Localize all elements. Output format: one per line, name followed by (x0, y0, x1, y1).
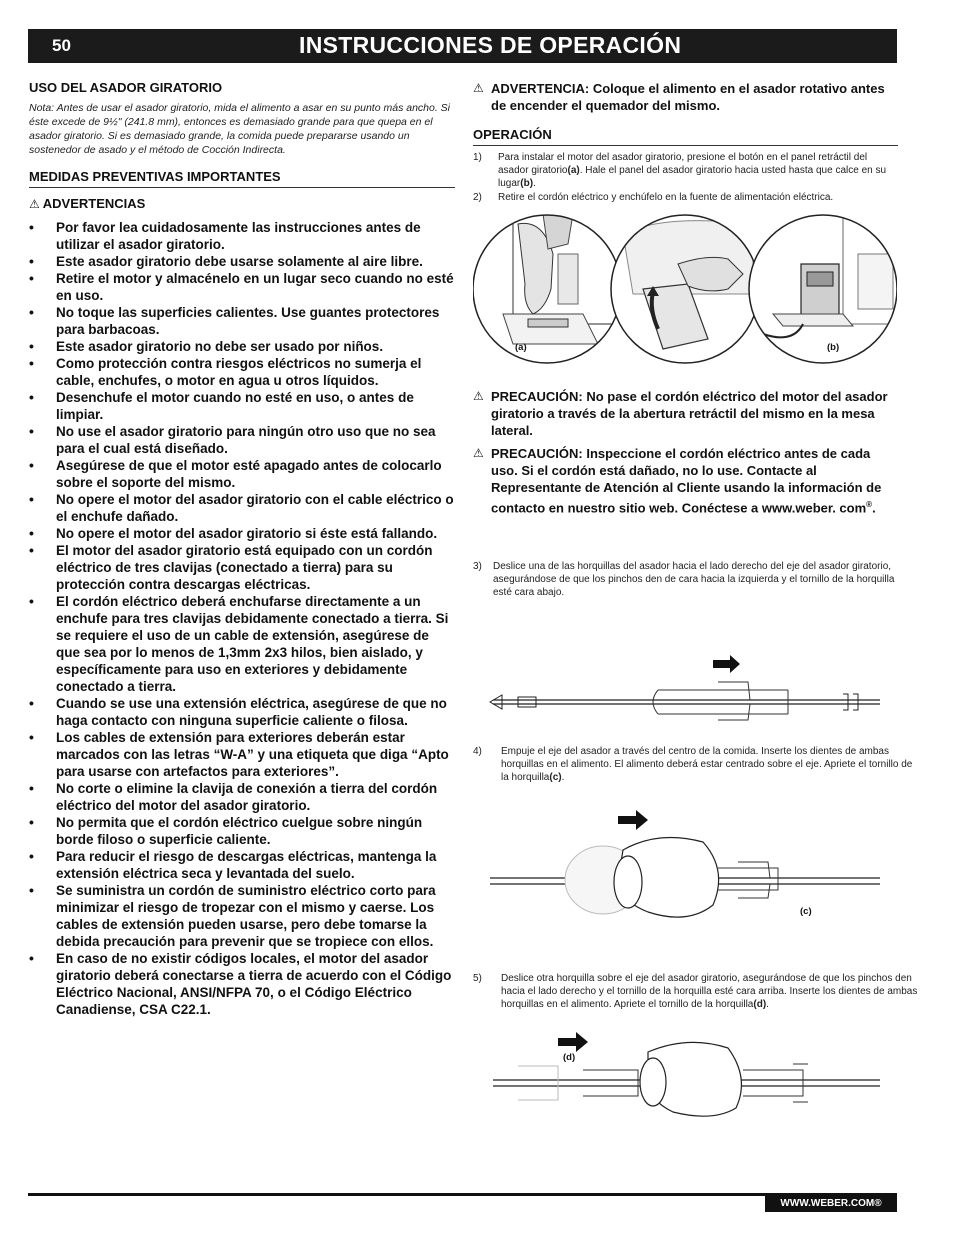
advertencias-title: ADVERTENCIAS (42, 196, 146, 211)
precaucion-1-text: PRECAUCIÓN: No pase el cordón eléctrico del motor del asador giratorio a través de la abertura retráctil del mismo en la mesa lateral. (491, 389, 888, 438)
step-1 (473, 151, 898, 190)
precaucion-2-text: PRECAUCIÓN: Inspeccione el cordón eléctrico antes de cada uso. Si el cordón está dañado, no lo use. Contacte al Representante de Atención al Cliente usando la información de contacto en nuestro sitio web. Conéctese a www.weber. com (491, 446, 882, 516)
operacion-title: OPERACIÓN (473, 127, 898, 146)
step-5 (473, 972, 921, 1011)
advertencia-text: ADVERTENCIA: Coloque el alimento en el asador rotativo antes de encender el quemador del mismo. (491, 81, 885, 113)
step-text: Retire el cordón eléctrico y enchúfelo en la fuente de alimentación eléctrica. (498, 192, 834, 203)
step-text: Deslice otra horquilla sobre el eje del asador giratorio, asegurándose de que los pinchos den hacia el lado derecho y el tornillo de la horquilla esté cara arriba. Inserte los dientes de ambas horquillas en el alimento. Apriete el tornillo de la horquilla (501, 973, 918, 1010)
step-4 (473, 745, 921, 784)
step-text: Empuje el eje del asador a través del centro de la comida. Inserte los dientes de ambas horquillas en el alimento. El alimento deberá estar centrado sobre el eje. Apriete el tornillo de la horquilla (501, 746, 913, 783)
list-item: • Retire el motor y almacénelo en un lugar seco cuando no esté en uso. (29, 270, 455, 304)
list-item: • No opere el motor del asador giratorio si éste está fallando. (29, 525, 455, 542)
list-item: • No use el asador giratorio para ningún otro uso que no sea para el cual está diseñado. (29, 423, 455, 457)
list-item: • No permita que el cordón eléctrico cuelgue sobre ningún borde filoso o superficie caliente. (29, 814, 455, 848)
step-number: 3) (473, 561, 482, 572)
warning-triangle-icon: ⚠ (473, 446, 484, 460)
figure-ref: (d) (753, 999, 767, 1010)
step-2 (473, 191, 898, 204)
list-item: • Como protección contra riesgos eléctricos no sumerja el cable, enchufes, o motor en agua u otros líquidos. (29, 355, 455, 389)
step-3 (473, 560, 913, 599)
spit-fork-figure (488, 650, 883, 725)
list-item: • Cuando se use una extensión eléctrica, asegúrese de que no haga contacto con ninguna superficie caliente o filosa. (29, 695, 455, 729)
footer-url: WWW.WEBER.COM® (765, 1195, 897, 1212)
list-item: • No corte o elimine la clavija de conexión a tierra del cordón eléctrico del motor del asador giratorio. (29, 780, 455, 814)
figure-label-c: (c) (800, 906, 812, 917)
medidas-title: MEDIDAS PREVENTIVAS IMPORTANTES (29, 169, 455, 188)
food-on-spit-figure-c (488, 810, 883, 920)
list-item: • Para reducir el riesgo de descargas eléctricas, mantenga la extensión eléctrica seca y levantada del suelo. (29, 848, 455, 882)
step-number: 1) (473, 152, 482, 163)
list-item: • El cordón eléctrico deberá enchufarse directamente a un enchufe para tres clavijas debidamente conectado a tierra. Si se requiere el uso de un cable de extensión, asegúrese de que sea por lo menos de 1,3mm 2x3 hilos, bien aislado, y específicamente para uso en exteriores y debidamente conectado a tierra. (29, 593, 455, 695)
list-item: • Este asador giratorio debe usarse solamente al aire libre. (29, 253, 455, 270)
precaucion-2 (473, 445, 898, 516)
step-text: Deslice una de las horquillas del asador hacia el lado derecho del eje del asador giratorio, asegurándose de que los pinchos den de cara hacia la izquierda y el tornillo de la horquilla esté cara abajo. (493, 561, 895, 598)
step-text: Para instalar el motor del asador giratorio, presione el botón en el panel retráctil del asador giratorio (498, 152, 868, 176)
list-item: • Los cables de extensión para exteriores deberán estar marcados con las letras “W-A” y una etiqueta que diga “Apto para usarse con artefactos para exteriores”. (29, 729, 455, 780)
precaucion-1 (473, 388, 898, 439)
list-item: • Desenchufe el motor cuando no esté en uso, o antes de limpiar. (29, 389, 455, 423)
food-on-spit-figure-d (488, 1030, 883, 1125)
precaucion-2-end: . (872, 500, 876, 516)
list-item: • En caso de no existir códigos locales, el motor del asador giratorio deberá conectarse a tierra de acuerdo con el Código Eléctrico Nacional, ANSI/NFPA 70, o el Código Eléctrico Canadiense, CSA C22.1. (29, 950, 455, 1018)
figure-ref: (c) (549, 772, 562, 783)
uso-note: Nota: Antes de usar el asador giratorio, mida el alimento a asar en su punto más ancho. Si éste excede de 9½" (241.8 mm), entonces es demasiado grande para que quepa en el asador giratorio. Si es demasiado grande, la comida puede prepararse usando un sostenedor de asado y el método de Cocción Indirecta. (29, 102, 451, 156)
warning-triangle-icon: ⚠ (29, 197, 40, 211)
figure-label-b: (b) (827, 342, 840, 353)
warning-triangle-icon: ⚠ (473, 389, 484, 403)
right-column (473, 80, 898, 204)
figure-ref: (b) (520, 178, 534, 189)
warning-triangle-icon: ⚠ (473, 81, 484, 95)
list-item: • Asegúrese de que el motor esté apagado antes de colocarlo sobre el soporte del mismo. (29, 457, 455, 491)
list-item: • El motor del asador giratorio está equipado con un cordón eléctrico de tres clavijas (conectado a tierra) para su protección contra descargas eléctricas. (29, 542, 455, 593)
figure-ref: (a) (567, 165, 580, 176)
step-number: 2) (473, 192, 482, 203)
list-item: • Por favor lea cuidadosamente las instrucciones antes de utilizar el asador giratorio. (29, 219, 455, 253)
advertencia-block (473, 80, 898, 114)
registered-mark: ® (866, 500, 873, 509)
list-item: • No toque las superficies calientes. Use guantes protectores para barbacoas. (29, 304, 455, 338)
step-number: 5) (473, 973, 482, 984)
page-header (28, 29, 897, 63)
step-number: 4) (473, 746, 482, 757)
list-item: • Se suministra un cordón de suministro eléctrico corto para minimizar el riesgo de tropezar con el mismo y caerse. Los cables de extensión pueden usarse, pero debe tomarse la debida precaución para prevenir que se tropiece con ellos. (29, 882, 455, 950)
figure-label-a: (a) (515, 342, 527, 353)
list-item: • No opere el motor del asador giratorio con el cable eléctrico o el enchufe dañado. (29, 491, 455, 525)
uso-title: USO DEL ASADOR GIRATORIO (29, 80, 223, 95)
step-text: . (561, 772, 565, 783)
precautions (473, 388, 898, 516)
figure-label-d: (d) (563, 1052, 576, 1063)
step-text: . (766, 999, 769, 1010)
page-title: INSTRUCCIONES DE OPERACIÓN (299, 32, 682, 58)
page-number: 50 (52, 36, 71, 55)
list-item: • Este asador giratorio no debe ser usado por niños. (29, 338, 455, 355)
left-column (29, 80, 455, 1018)
step-text: . Hale el panel del asador giratorio hacia usted hasta que calce en su lugar (498, 165, 887, 189)
advertencias-heading (29, 196, 455, 211)
warnings-list (29, 219, 455, 1018)
step-text: . (533, 178, 536, 189)
